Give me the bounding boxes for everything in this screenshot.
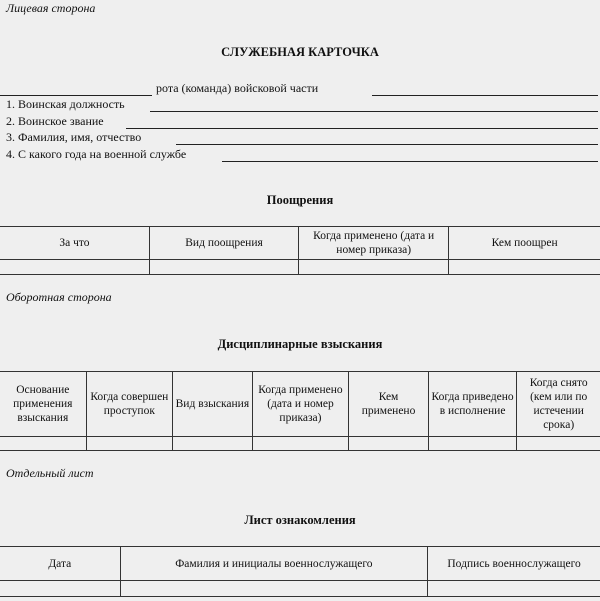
penalties-cell[interactable]	[252, 437, 349, 451]
unit-name-line	[372, 95, 598, 96]
acquaintance-cell[interactable]	[120, 581, 428, 597]
penalties-cell[interactable]	[86, 437, 173, 451]
penalties-col-removed: Когда снято (кем или по истечении срока)	[517, 372, 600, 437]
acquaintance-cell[interactable]	[0, 581, 120, 597]
rewards-cell[interactable]	[149, 260, 298, 275]
acquaintance-table	[0, 546, 600, 597]
rewards-title: Поощрения	[266, 193, 334, 207]
field-service-year-label: 4. С какого года на военной службе	[6, 147, 187, 161]
field-rank-label: 2. Воинское звание	[6, 114, 104, 128]
acquaintance-cell[interactable]	[428, 581, 600, 597]
unit-number-line	[0, 95, 152, 96]
acquaintance-col-date: Дата	[0, 547, 120, 581]
penalties-col-applied: Когда применено (дата и номер приказа)	[252, 372, 349, 437]
penalties-col-offense-date: Когда совершен проступок	[86, 372, 173, 437]
penalties-title: Дисциплинарные взыскания	[217, 337, 383, 351]
penalties-cell[interactable]	[349, 437, 429, 451]
rewards-cell[interactable]	[0, 260, 149, 275]
penalties-col-executed: Когда приведено в исполнение	[428, 372, 517, 437]
penalties-cell[interactable]	[0, 437, 86, 451]
rewards-col-reason: За что	[0, 227, 149, 260]
penalties-col-by-whom: Кем применено	[349, 372, 429, 437]
acquaintance-col-name: Фамилия и инициалы военнослужащего	[120, 547, 428, 581]
field-fullname-label: 3. Фамилия, имя, отчество	[6, 130, 142, 144]
penalties-col-basis: Основание применения взыскания	[0, 372, 86, 437]
rewards-table	[0, 226, 600, 275]
rewards-col-date: Когда применено (дата и номер приказа)	[299, 227, 449, 260]
back-side-label: Оборотная сторона	[6, 290, 112, 304]
rewards-cell[interactable]	[449, 260, 600, 275]
acquaintance-title: Лист ознакомления	[244, 513, 356, 527]
field-rank-line[interactable]	[126, 128, 598, 129]
rewards-col-type: Вид поощрения	[149, 227, 298, 260]
front-side-label: Лицевая сторона	[6, 1, 96, 15]
acquaintance-col-signature: Подпись военнослужащего	[428, 547, 600, 581]
penalties-col-type: Вид взыскания	[173, 372, 253, 437]
penalties-cell[interactable]	[173, 437, 253, 451]
unit-label: рота (команда) войсковой части	[156, 81, 319, 95]
penalties-table	[0, 371, 600, 451]
field-position-label: 1. Воинская должность	[6, 97, 125, 111]
rewards-cell[interactable]	[299, 260, 449, 275]
penalties-cell[interactable]	[517, 437, 600, 451]
field-service-year-line[interactable]	[222, 161, 598, 162]
field-position-line[interactable]	[150, 111, 598, 112]
rewards-col-by-whom: Кем поощрен	[449, 227, 600, 260]
separate-sheet-label: Отдельный лист	[6, 466, 94, 480]
field-fullname-line[interactable]	[176, 144, 598, 145]
card-title: СЛУЖЕБНАЯ КАРТОЧКА	[221, 45, 379, 59]
penalties-cell[interactable]	[428, 437, 517, 451]
